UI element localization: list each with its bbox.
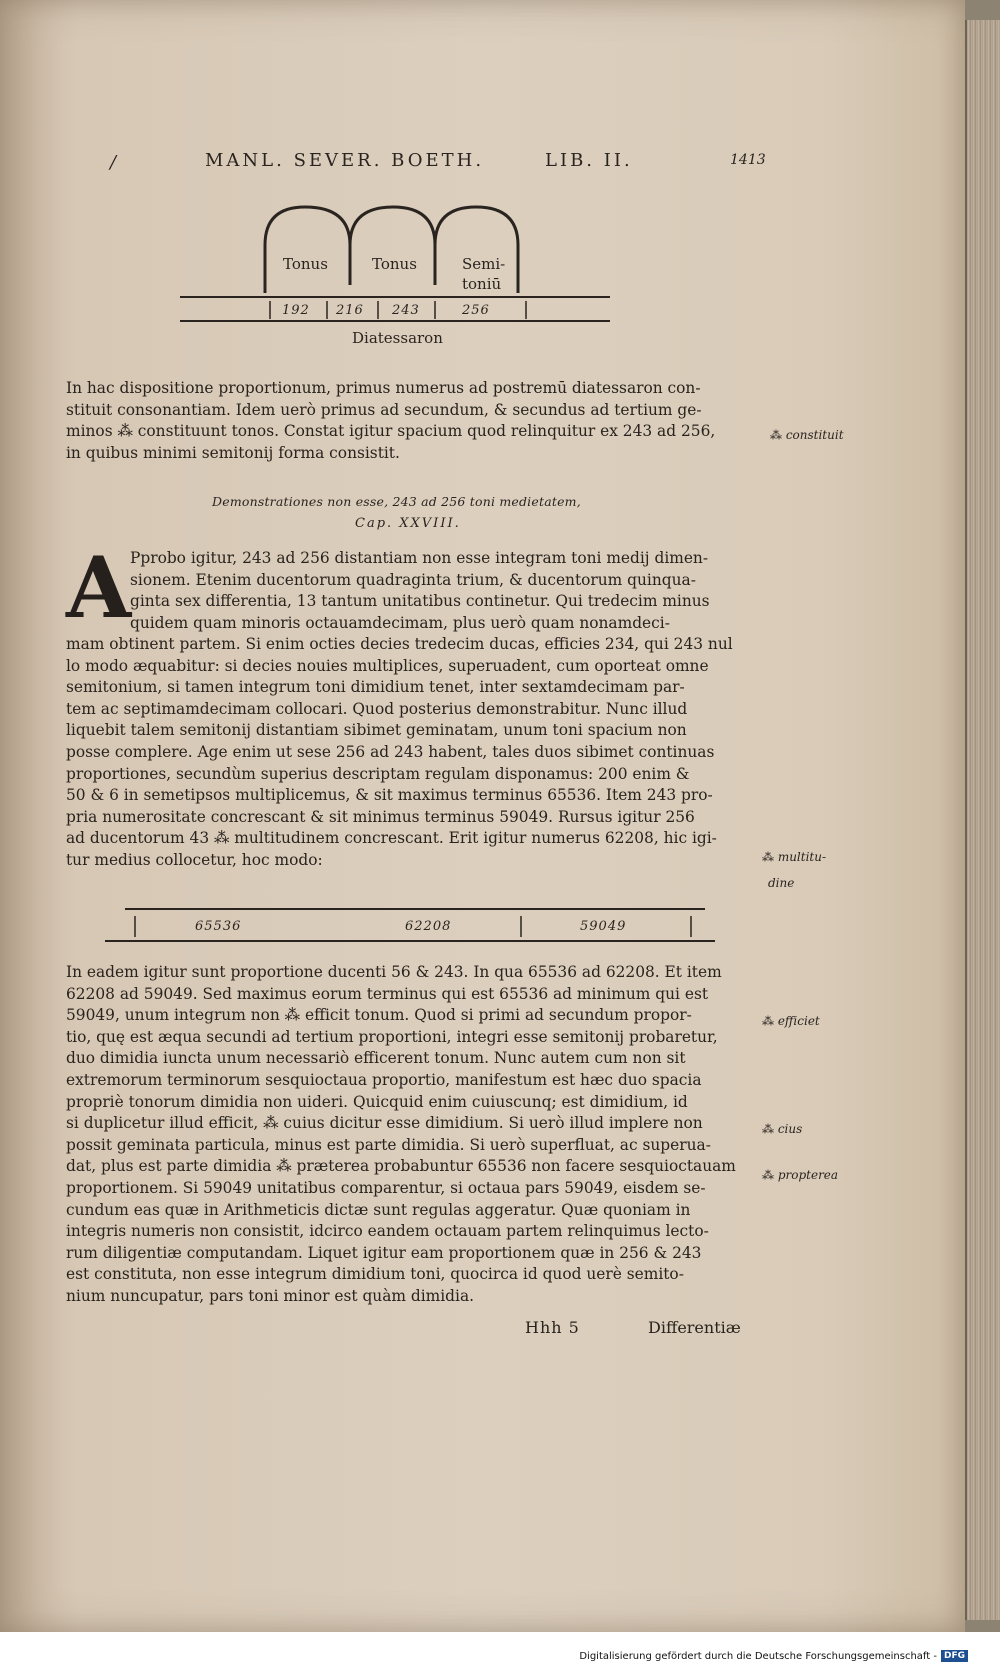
text-line: semitonium, si tamen integrum toni dimidium tenet, inter sextamdecimam par- bbox=[66, 678, 685, 697]
header-mark: / bbox=[110, 152, 119, 173]
text-line: proportionem. Si 59049 unitatibus comparentur, si octaua pars 59049, eisdem se- bbox=[66, 1178, 706, 1197]
margin-note-efficiet: ⁂ efficiet bbox=[762, 1014, 820, 1028]
folio-number: 1413 bbox=[730, 152, 766, 168]
text-line: posse complere. Age enim ut sese 256 ad 243 habent, tales duos sibimet continuas bbox=[66, 742, 715, 761]
diatessaron-diagram bbox=[180, 205, 660, 365]
book-number: LIB. II. bbox=[545, 150, 633, 171]
text-line: dat, plus est parte dimidia ⁂ præterea probabuntur 65536 non facere sesquioctauam bbox=[66, 1157, 736, 1176]
diagram-number-192: 192 bbox=[282, 303, 310, 318]
digitization-credit bbox=[579, 1650, 968, 1662]
text-line: tio, quę est æqua secundi ad tertium proportioni, integri esse semitonij probaretur, bbox=[66, 1027, 718, 1046]
text-line: propriè tonorum dimidia non uideri. Quicquid enim cuiuscunq; est dimidium, id bbox=[66, 1092, 688, 1111]
text-line: in quibus minimi semitonij forma consistit. bbox=[66, 443, 400, 462]
text-line: 50 & 6 in semetipsos multiplicemus, & sit maximus terminus 65536. Item 243 pro- bbox=[66, 786, 713, 805]
running-title: MANL. SEVER. BOETH. bbox=[205, 150, 485, 171]
text-line: nium nuncupatur, pars toni minor est quàm dimidia. bbox=[66, 1286, 475, 1305]
paragraph-2-indented bbox=[130, 548, 758, 634]
scale-number-59049: 59049 bbox=[580, 919, 627, 934]
label-tonus-2: Tonus bbox=[372, 255, 417, 273]
text-line: In eadem igitur sunt proportione ducenti 56 & 243. In qua 65536 ad 62208. Et item bbox=[66, 963, 722, 981]
paragraph-1 bbox=[66, 378, 746, 464]
label-diatessaron: Diatessaron bbox=[352, 329, 443, 347]
text-line: rum diligentiæ computandam. Liquet igitur eam proportionem quæ in 256 & 243 bbox=[66, 1243, 702, 1262]
text-line: ginta sex differentia, 13 tantum unitatibus continetur. Qui tredecim minus bbox=[130, 592, 710, 611]
margin-note-constituit: ⁂ constituit bbox=[770, 428, 844, 442]
label-semi: Semi- bbox=[462, 255, 506, 273]
scale-number-65536: 65536 bbox=[195, 919, 242, 934]
chapter-heading: Demonstrationes non esse, 243 ad 256 toni medietatem, bbox=[212, 494, 581, 509]
text-line: si duplicetur illud efficit, ⁂ cuius dicitur esse dimidium. Si uerò illud implere non bbox=[66, 1114, 703, 1133]
margin-note-cius: ⁂ cius bbox=[762, 1122, 803, 1136]
text-line: 62208 ad 59049. Sed maximus eorum terminus qui est 65536 ad minimum qui est bbox=[66, 984, 709, 1003]
ratio-scale bbox=[105, 903, 715, 948]
text-line: pria numerositate concrescant & sit minimus terminus 59049. Rursus igitur 256 bbox=[66, 807, 695, 826]
diagram-number-256: 256 bbox=[462, 303, 490, 318]
margin-note-multitudine-1: ⁂ multitu- bbox=[762, 850, 827, 864]
label-tonus-1: Tonus bbox=[283, 255, 328, 273]
drop-capital: A bbox=[66, 538, 132, 637]
text-line: sionem. Etenim ducentorum quadraginta trium, & ducentorum quinqua- bbox=[130, 570, 696, 589]
text-line: proportiones, secundùm superius descriptam regulam disponamus: 200 enim & bbox=[66, 764, 690, 783]
text-line: integris numeris non consistit, idcirco eandem octauam partem relinquimus lecto- bbox=[66, 1222, 709, 1241]
text-line: liquebit talem semitonij distantiam sibimet geminatam, unum toni spacium non bbox=[66, 721, 687, 740]
running-header bbox=[100, 150, 800, 180]
text-line: stituit consonantiam. Idem uerò primus ad secundum, & secundus ad tertium ge- bbox=[66, 400, 702, 419]
diagram-number-216: 216 bbox=[336, 303, 364, 318]
scale-number-62208: 62208 bbox=[405, 919, 452, 934]
text-line: est constituta, non esse integrum dimidium toni, quocirca id quod uerè semito- bbox=[66, 1265, 684, 1284]
diagram-number-243: 243 bbox=[392, 303, 420, 318]
text-line: Pprobo igitur, 243 ad 256 distantiam non esse integram toni medij dimen- bbox=[130, 549, 709, 567]
text-line: tur medius collocetur, hoc modo: bbox=[66, 850, 323, 869]
text-line: possit geminata particula, minus est parte dimidia. Si uerò superfluat, ac superua- bbox=[66, 1135, 711, 1154]
label-tonium: toniū bbox=[462, 275, 502, 293]
text-line: duo dimidia iuncta unum necessariò efficerent tonum. Nunc autem cum non sit bbox=[66, 1049, 686, 1068]
text-line: mam obtinent partem. Si enim octies decies tredecim ducas, efficies 234, qui 243 nul bbox=[66, 635, 733, 653]
chapter-number: Cap. XXVIII. bbox=[355, 516, 461, 531]
margin-note-multitudine-2: dine bbox=[768, 876, 795, 890]
paragraph-3 bbox=[66, 962, 762, 1308]
dfg-logo: DFG bbox=[941, 1650, 968, 1662]
credit-text: Digitalisierung gefördert durch die Deutsche Forschungsgemeinschaft - bbox=[579, 1650, 937, 1662]
signature-mark: Hhh 5 bbox=[525, 1318, 580, 1337]
catchword: Differentiæ bbox=[648, 1318, 741, 1337]
text-line: ad ducentorum 43 ⁂ multitudinem concrescant. Erit igitur numerus 62208, hic igi- bbox=[66, 829, 717, 848]
text-line: extremorum terminorum sesquioctaua proportio, manifestum est hæc duo spacia bbox=[66, 1070, 702, 1089]
text-line: tem ac septimamdecimam collocari. Quod posterius demonstrabitur. Nunc illud bbox=[66, 699, 688, 718]
text-line: quidem quam minoris octauamdecimam, plus uerò quam nonamdeci- bbox=[130, 613, 670, 632]
text-line: In hac dispositione proportionum, primus numerus ad postremū diatessaron con- bbox=[66, 379, 701, 397]
text-line: 59049, unum integrum non ⁂ efficit tonum. Quod si primi ad secundum propor- bbox=[66, 1006, 692, 1025]
text-line: lo modo æquabitur: si decies nouies multiplices, superuadent, cum oporteat omne bbox=[66, 656, 709, 675]
paragraph-2 bbox=[66, 634, 756, 872]
text-line: cundum eas quæ in Arithmeticis dictæ sunt regulas aggeratur. Quæ quoniam in bbox=[66, 1200, 691, 1219]
margin-note-propterea: ⁂ propterea bbox=[762, 1168, 839, 1182]
page-edge bbox=[965, 20, 1000, 1620]
text-line: minos ⁂ constituunt tonos. Constat igitur spacium quod relinquitur ex 243 ad 256, bbox=[66, 422, 716, 441]
